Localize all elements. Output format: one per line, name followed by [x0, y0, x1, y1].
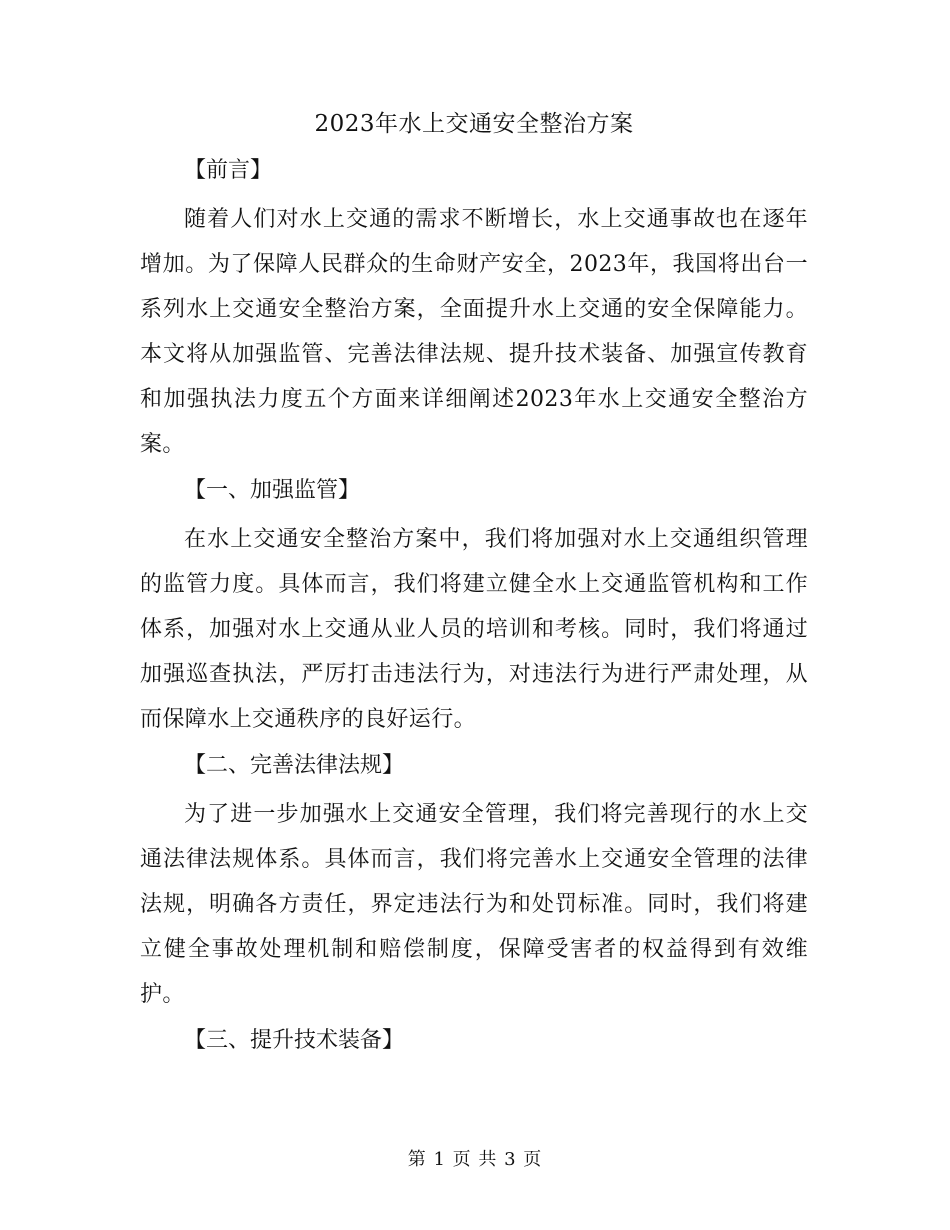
page-footer: 第 1 页 共 3 页 — [407, 1149, 543, 1170]
section-paragraph-laws: 为了进一步加强水上交通安全管理，我们将完善现行的水上交通法律法规体系。具体而言，我们将完善水上交通安全管理的法律法规，明确各方责任，界定违法行为和处罚标准。同时，我们将建立健全事故处理机制和赔偿制度，保障受害者的权益得到有效维护。 — [140, 802, 808, 1007]
document-title: 2023年水上交通安全整治方案 — [314, 111, 634, 137]
section-paragraph-supervision: 在水上交通安全整治方案中，我们将加强对水上交通组织管理的监管力度。具体而言，我们将建立健全水上交通监管机构和工作体系，加强对水上交通从业人员的培训和考核。同时，我们将通过加强巡查执法，严厉打击违法行为，对违法行为进行严肃处理，从而保障水上交通秩序的良好运行。 — [140, 527, 808, 732]
section-heading-laws: 【二、完善法律法规】 — [184, 753, 405, 778]
section-heading-supervision: 【一、加强监管】 — [184, 478, 361, 503]
section-heading-technology: 【三、提升技术装备】 — [184, 1028, 405, 1053]
section-paragraph-preface: 随着人们对水上交通的需求不断增长，水上交通事故也在逐年增加。为了保障人民群众的生命财产安全，2023年，我国将出台一系列水上交通安全整治方案，全面提升水上交通的安全保障能力。本文将从加强监管、完善法律法规、提升技术装备、加强宣传教育和加强执法力度五个方面来详细阐述2023年水上交通安全整治方案。 — [140, 207, 808, 457]
section-heading-preface: 【前言】 — [184, 158, 273, 183]
document-body — [140, 102, 808, 1067]
